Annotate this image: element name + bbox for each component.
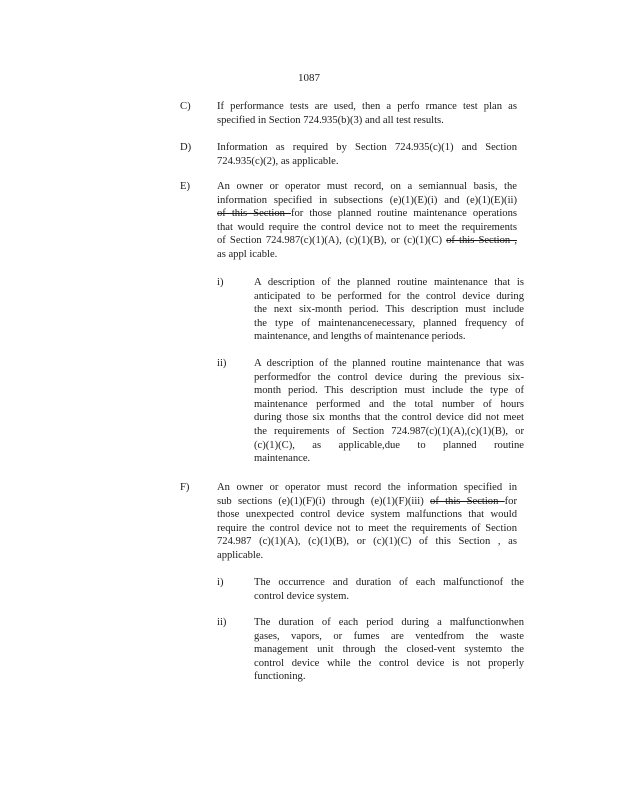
text-line	[217, 522, 517, 536]
text-run: An owner or operator must record the information specified in	[217, 482, 517, 493]
text-line	[254, 657, 524, 671]
text-run: the type of maintenancenecessary, planned frequency of	[254, 317, 524, 329]
item-label: i)	[217, 577, 224, 588]
text-line	[217, 549, 517, 563]
item-label: C)	[180, 101, 191, 112]
text-run: those unexpected control device system malfunctions that would	[217, 509, 517, 521]
text-line	[254, 439, 524, 453]
text-line	[217, 194, 517, 208]
text-line	[254, 590, 524, 604]
struck-text: of this Section	[430, 495, 505, 507]
text-line	[217, 207, 517, 221]
item-text	[217, 141, 517, 168]
text-run: maintenance performed and the total number of hours	[254, 398, 524, 410]
text-line	[254, 411, 524, 425]
text-line	[254, 384, 524, 398]
struck-text: of this Section ,	[446, 235, 517, 247]
text-line	[254, 303, 524, 317]
text-run: specified in Section 724.935(b)(3) and all test results.	[217, 114, 444, 126]
text-run: If performance tests are used, then a perfo rmance test plan as	[217, 101, 517, 112]
text-line	[254, 670, 524, 684]
text-line	[254, 643, 524, 657]
text-run: during those six months that the control device did not meet	[254, 412, 524, 424]
text-line	[254, 290, 524, 304]
item-label: ii)	[217, 358, 227, 369]
text-line	[254, 630, 524, 644]
text-run: The occurrence and duration of each malfunctionof the	[254, 577, 524, 588]
text-run: as appl icable.	[217, 248, 278, 260]
text-run: control device system.	[254, 590, 350, 602]
text-run: of Section 724.987(c)(1)(A), (c)(1)(B), or (c)(1)(C)	[217, 235, 447, 247]
item-text	[254, 357, 524, 466]
item-label: D)	[180, 142, 192, 153]
item-label: E)	[180, 181, 190, 192]
text-run: anticipated to be performed for the control device during	[254, 290, 524, 302]
text-line	[217, 180, 517, 194]
text-run: 724.987 (c)(1)(A), (c)(1)(B), or (c)(1)(C) of this Section , as	[217, 536, 517, 548]
text-line	[254, 452, 524, 466]
text-run: that would require the control device not to meet the requirements	[217, 221, 517, 233]
item-text	[217, 100, 517, 127]
text-run: The duration of each period during a malfunctionwhen	[254, 617, 524, 628]
text-run: the next six-month period. This description must include	[254, 304, 524, 316]
text-line	[254, 371, 524, 385]
text-line	[217, 221, 517, 235]
text-line	[217, 141, 517, 155]
struck-text: of this Section	[217, 208, 291, 220]
text-run: require the control device not to meet the requirements of Section	[217, 522, 517, 534]
text-line	[217, 155, 517, 169]
text-line	[254, 616, 524, 630]
text-run: the requirements of Section 724.987(c)(1)(A),(c)(1)(B), or	[254, 425, 524, 437]
text-line	[217, 508, 517, 522]
text-run: month period. This description must include the type of	[254, 385, 524, 397]
text-run: sub sections (e)(1)(F)(i) through (e)(1)(F)(iii)	[217, 495, 431, 507]
item-text	[217, 180, 517, 262]
text-line	[217, 248, 517, 262]
item-text	[254, 576, 524, 603]
text-run: for	[504, 495, 518, 507]
text-run: maintenance.	[254, 453, 311, 465]
text-line	[254, 357, 524, 371]
text-run: applicable.	[217, 549, 264, 561]
text-line	[217, 495, 517, 509]
text-line	[217, 535, 517, 549]
text-line	[217, 100, 517, 114]
text-run: for those planned routine maintenance operations	[290, 208, 518, 220]
item-label: F)	[180, 482, 190, 493]
item-text	[254, 276, 524, 344]
text-run: management unit through the closed-vent systemto the	[254, 644, 524, 656]
text-run: Information as required by Section 724.935(c)(1) and Section	[217, 142, 517, 153]
text-run: performedfor the control device during the previous six-	[254, 371, 524, 383]
text-line	[217, 481, 517, 495]
text-run: maintenance, and lengths of maintenance periods.	[254, 331, 466, 343]
text-run: information specified in subsections (e)(1)(E)(i) and (e)(1)(E)(ii)	[217, 194, 517, 206]
page-number: 1087	[298, 72, 320, 84]
text-line	[217, 234, 517, 248]
text-run: (c)(1)(C), as applicable,due to planned routine	[254, 439, 524, 451]
text-run: control device while the control device is not properly	[254, 657, 524, 669]
text-run: An owner or operator must record, on a semiannual basis, the	[217, 181, 517, 192]
text-line	[254, 398, 524, 412]
text-line	[254, 425, 524, 439]
item-text	[217, 481, 517, 563]
item-label: ii)	[217, 617, 227, 628]
text-line	[254, 576, 524, 590]
text-line	[217, 114, 517, 128]
text-line	[254, 330, 524, 344]
text-run: A description of the planned routine maintenance that was	[254, 358, 524, 369]
item-text	[254, 616, 524, 684]
text-line	[254, 276, 524, 290]
text-run: 724.935(c)(2), as applicable.	[217, 155, 339, 167]
text-run: A description of the planned routine maintenance that is	[254, 277, 524, 288]
text-run: gases, vapors, or fumes are ventedfrom the waste	[254, 630, 524, 642]
text-run: functioning.	[254, 671, 306, 683]
item-label: i)	[217, 277, 224, 288]
text-line	[254, 317, 524, 331]
